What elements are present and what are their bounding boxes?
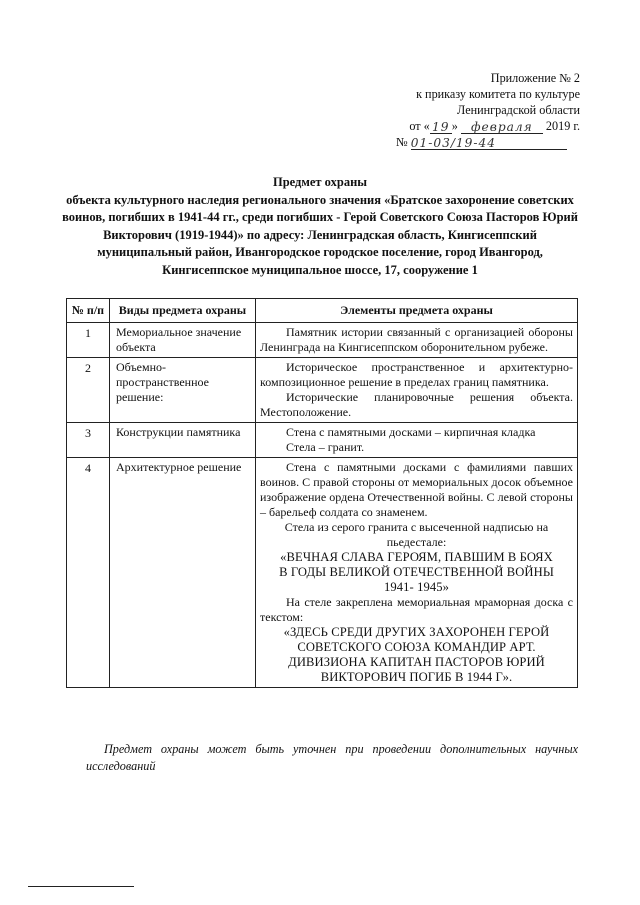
table-row — [67, 323, 578, 358]
stele-inscription: «ВЕЧНАЯ СЛАВА ГЕРОЯМ, ПАВШИМ В БОЯХ — [280, 550, 553, 564]
row-type: Конструкции памятника — [110, 423, 256, 458]
date-year: 2019 г. — [545, 119, 580, 133]
row-elements: Памятник истории связанный с организацией обороны Ленинграда на Кингисеппском оборонительном рубеже. — [256, 323, 578, 358]
row-elements: Историческое пространственное и архитектурно-композиционное решение в пределах границ памятника. Исторические планировочные решения объекта. Местоположение. — [256, 358, 578, 423]
table-row — [67, 358, 578, 423]
footnote-remark: Предмет охраны может быть уточнен при проведении дополнительных научных исследований — [86, 742, 578, 773]
table-header-row — [67, 299, 578, 323]
row-number: 3 — [67, 423, 110, 458]
row-type: Мемориальное значение объекта — [110, 323, 256, 358]
order-number-value: 01-03/19-44 — [410, 136, 497, 150]
order-number: № 01-03/19-44 — [396, 134, 580, 150]
header-elements: Элементы предмета охраны — [256, 299, 578, 323]
appendix-number: Приложение № 2 — [490, 71, 580, 85]
memorial-plaque-text: «ЗДЕСЬ СРЕДИ ДРУГИХ ЗАХОРОНЕН ГЕРОЙ — [283, 625, 550, 639]
title-description: объекта культурного наследия регионального значения «Братское захоронение советских воинов, погибших в 1941-44 гг., среди погибших - Герой Советского Союза Пасторов Юрий Викторович (1919-1944)» по адресу: Ленинградская область, Кингисеппский муниципальный район, Ивангородское городское поселение, город Ивангород, Кингисеппское муниципальное шоссе, 17, сооружение 1 — [62, 192, 578, 277]
table-row — [67, 423, 578, 458]
order-date: от « 19 » февраля 2019 г. — [409, 119, 580, 134]
document-title — [62, 174, 578, 279]
row-number: 1 — [67, 323, 110, 358]
row-number: 2 — [67, 358, 110, 423]
row-number: 4 — [67, 458, 110, 688]
date-day: 19 — [431, 120, 450, 134]
order-reference: к приказу комитета по культуре — [416, 87, 580, 101]
title-heading: Предмет охраны — [272, 175, 368, 189]
row-type: Архитектурное решение — [110, 458, 256, 688]
row-type: Объемно-пространственное решение: — [110, 358, 256, 423]
order-region: Ленинградской области — [457, 103, 580, 117]
protection-subject-table — [66, 298, 578, 688]
header-types: Виды предмета охраны — [110, 299, 256, 323]
appendix-header — [396, 70, 580, 150]
row-elements: Стена с памятными досками с фамилиями павших воинов. С правой стороны от мемориальных досок объемное изображение ордена Отечественной войны. С левой стороны – барельеф солдата со знаменем. Стела из серого гранита с высеченной надписью на пьедестале: «ВЕЧНАЯ СЛАВА ГЕРОЯМ, ПАВШИМ В БОЯХ В ГОДЫ ВЕЛИКОЙ ОТЕЧЕСТВЕННОЙ ВОЙНЫ 1941- 1945» На стеле закреплена мемориальная мраморная доска с текстом: «ЗДЕСЬ СРЕДИ ДРУГИХ ЗАХОРОНЕН ГЕРОЙ СОВЕТСКОГО СОЮЗА КОМАНДИР АРТ. ДИВИЗИОНА КАПИТАН ПАСТОРОВ ЮРИЙ ВИКТОРОВИЧ ПОГИБ В 1944 Г». — [256, 458, 578, 688]
footnote-divider — [28, 886, 134, 887]
header-number: № п/п — [67, 299, 110, 323]
row-elements: Стена с памятными досками – кирпичная кладка Стела – гранит. — [256, 423, 578, 458]
date-month: февраля — [470, 120, 533, 134]
table-row — [67, 458, 578, 688]
